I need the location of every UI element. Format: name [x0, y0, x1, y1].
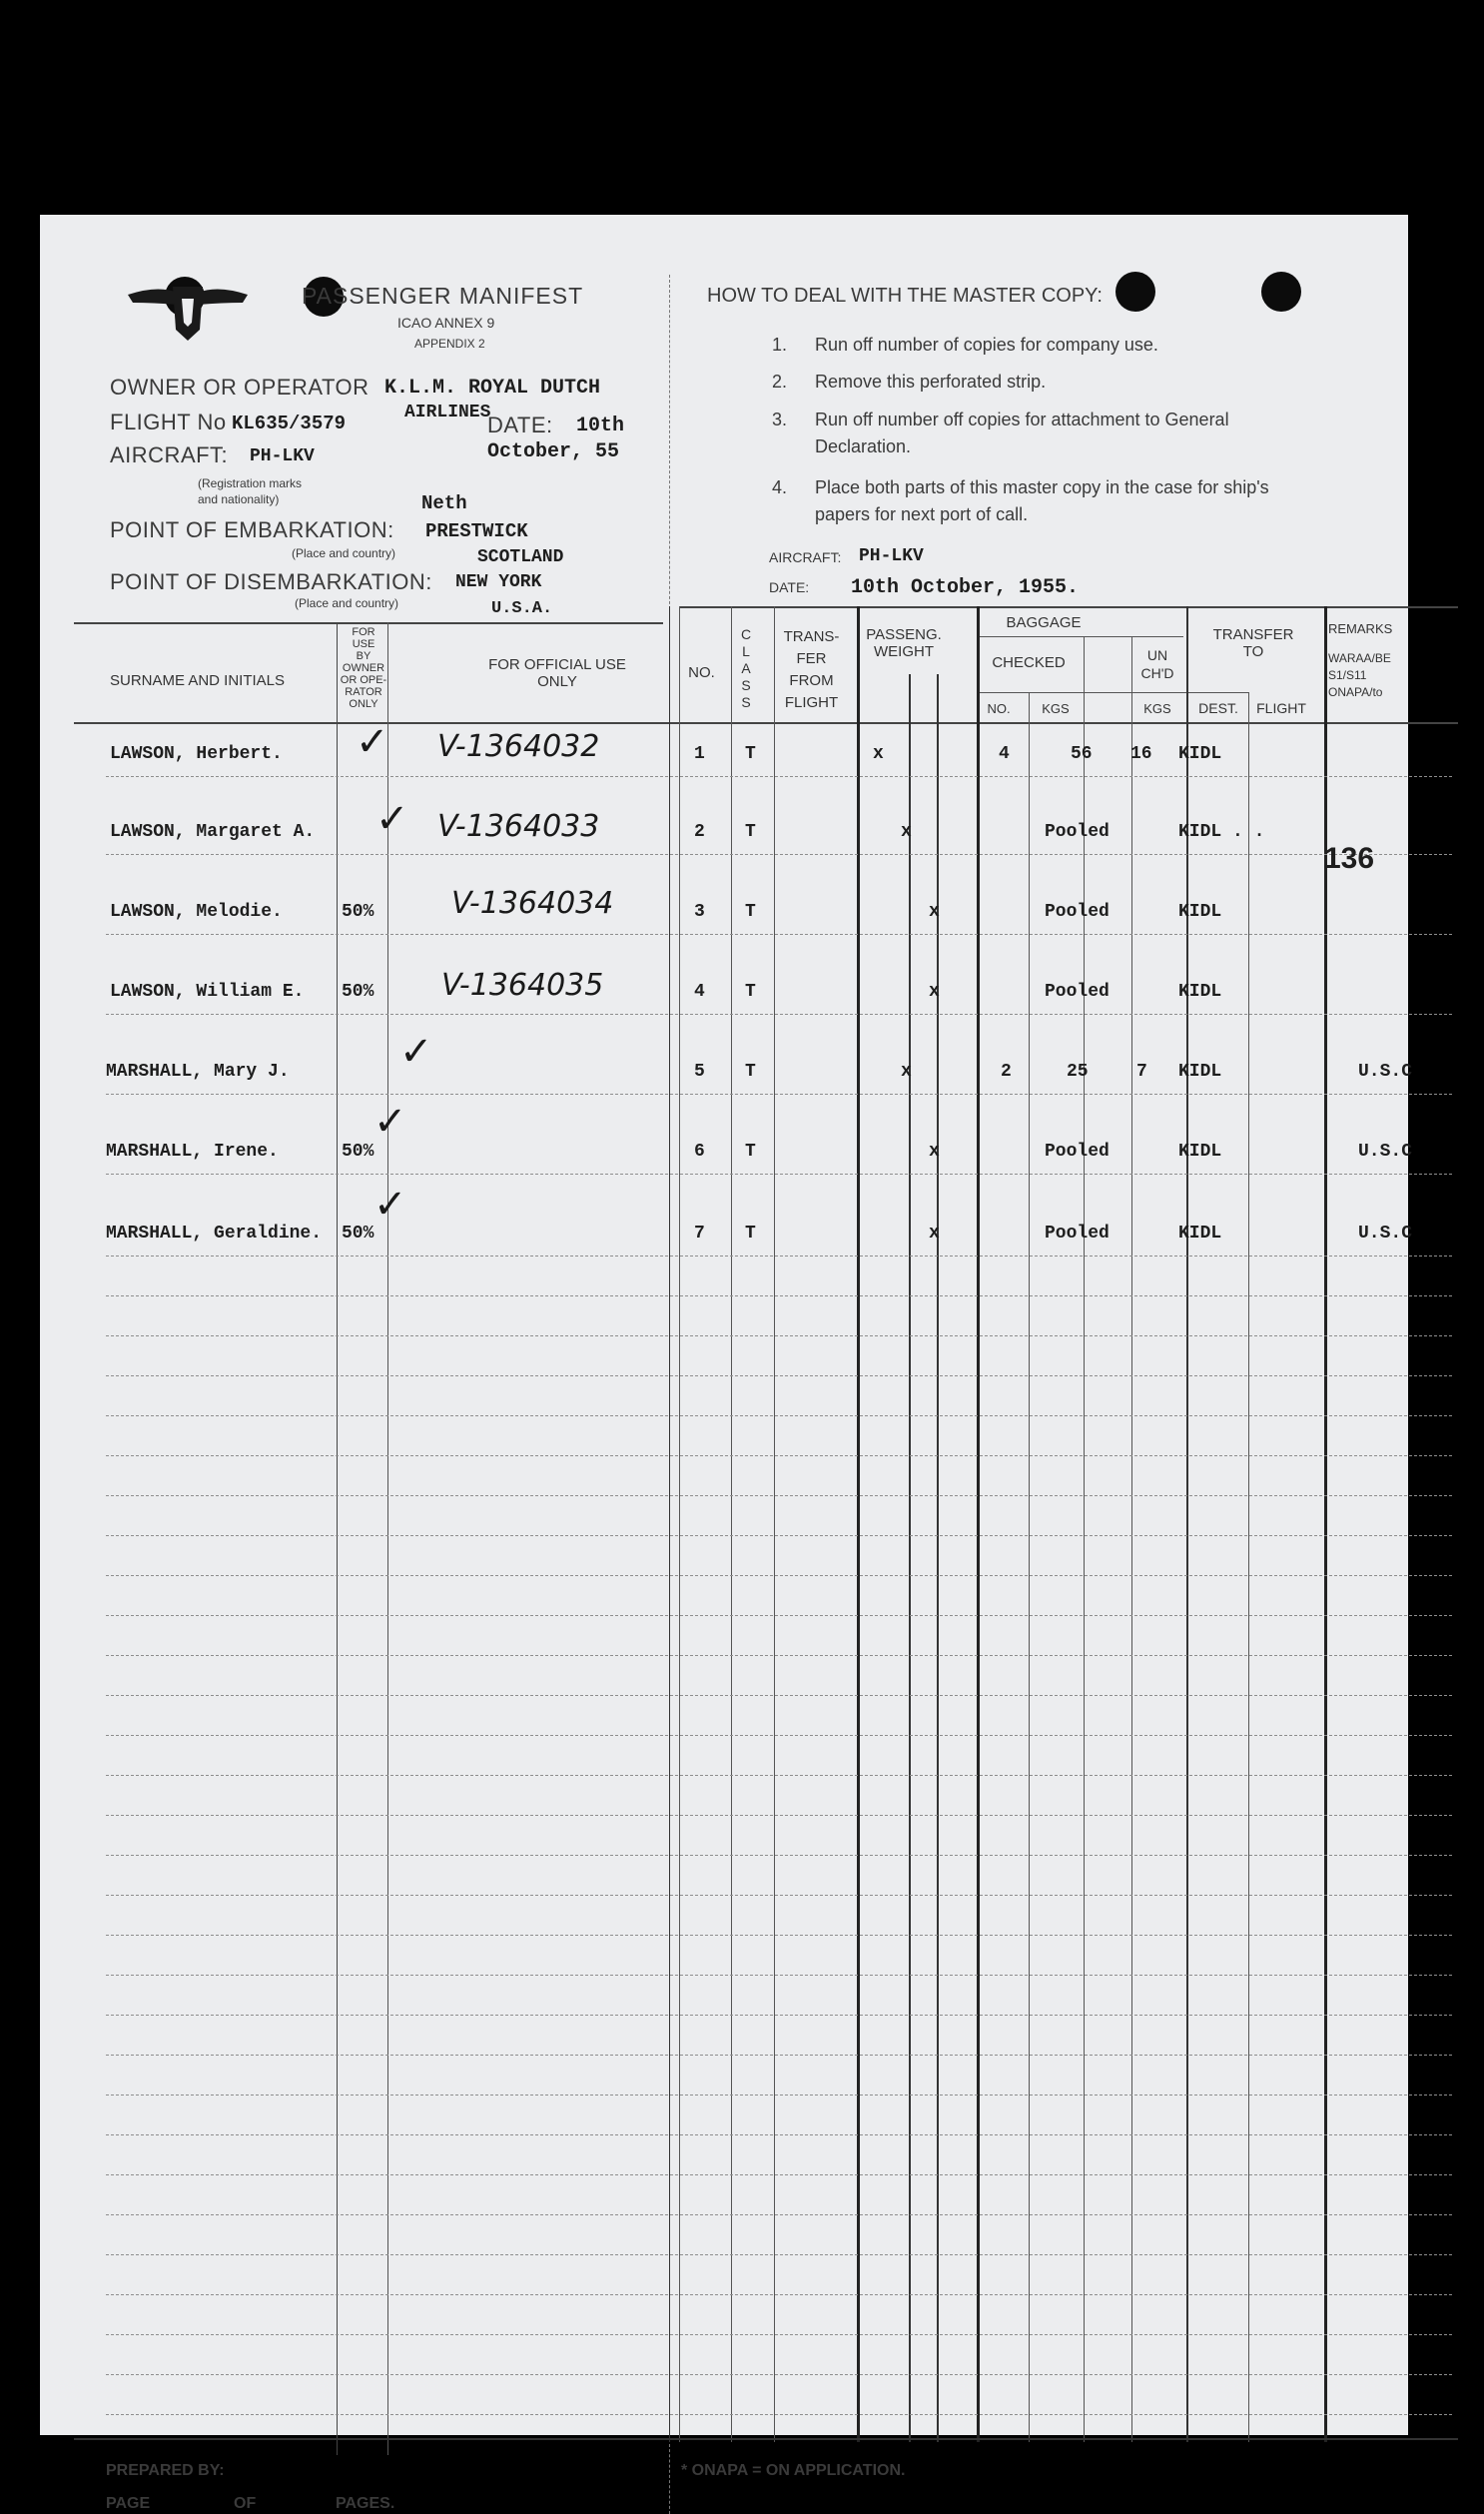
passenger-class: T [745, 1062, 756, 1082]
col-official-line: FOR OFFICIAL USE [488, 656, 626, 673]
row-separator [106, 2214, 1452, 2216]
col-checked-kgs: KGS [1042, 701, 1070, 716]
instruction-2-text: Remove this perforated strip. [815, 372, 1047, 392]
col-remarks-sub-line: S1/S11 [1328, 668, 1367, 682]
col-for-use-line: RATOR [345, 686, 382, 698]
embarkation-country: SCOTLAND [477, 547, 564, 567]
row-separator [106, 2374, 1452, 2376]
col-unchecked-kgs: KGS [1143, 701, 1171, 716]
col-for-use-line: FOR USE [352, 626, 375, 650]
passenger-name: LAWSON, Melodie. [110, 902, 283, 922]
bag-kgs: Pooled [1045, 902, 1110, 922]
instruction-3-text: Run off number off copies for attachment to General [815, 410, 1229, 429]
instruction-1-num: 1. [772, 335, 788, 355]
bag-count: 2 [1001, 1062, 1012, 1082]
col-passenger-weight [859, 626, 949, 660]
col-line-transfer [774, 606, 775, 2442]
col-transfer-to-line: TO [1242, 643, 1264, 660]
dest-code: KIDL . . [1178, 822, 1265, 842]
owner-label: OWNER OR OPERATOR [110, 375, 370, 400]
col-class-letter: S [741, 694, 751, 710]
col-dest: DEST. [1198, 700, 1238, 716]
col-no: NO. [688, 664, 715, 681]
embarkation-value: PRESTWICK [425, 520, 528, 542]
weight-mark: x [929, 982, 940, 1002]
col-for-use-line: BY [356, 650, 371, 662]
registration-note: (Registration marks [198, 476, 303, 490]
official-check-icon: ✓ [373, 1099, 407, 1145]
bag-kgs: 56 [1071, 744, 1093, 764]
row-separator [106, 1295, 1452, 1297]
col-transfer-from-line: FROM [789, 672, 834, 689]
weight-mark: x [901, 822, 912, 842]
of-label: OF [234, 2495, 257, 2512]
copy-date-value: 10th October, 1955. [851, 576, 1080, 599]
disembarkation-value: NEW YORK [455, 572, 542, 592]
col-transfer-from-line: FLIGHT [784, 694, 839, 711]
col-unchecked-line: UN [1146, 647, 1168, 663]
col-weight-line: WEIGHT [874, 643, 934, 660]
manifest-title: PASSENGER MANIFEST [302, 283, 584, 309]
row-separator [106, 1855, 1452, 1857]
dest-code: KIDL [1178, 1224, 1222, 1244]
flight-value: KL635/3579 [232, 413, 347, 434]
disembarkation-label: POINT OF DISEMBARKATION: [110, 569, 432, 594]
bag-count: 4 [999, 744, 1010, 764]
unchecked-kgs: 7 [1136, 1062, 1147, 1082]
unchecked-kgs: 16 [1130, 744, 1152, 764]
col-remarks: REMARKS [1328, 621, 1393, 636]
col-remarks-sub-line: ONAPA/to [1328, 685, 1383, 699]
table-bottom-rule [74, 2438, 1458, 2440]
row-separator [106, 2055, 1452, 2057]
col-class-letter: L [742, 643, 750, 659]
passenger-name: MARSHALL, Irene. [106, 1142, 279, 1162]
owner-mark: 50% [342, 1224, 374, 1244]
owner-check-icon: ✓ [375, 796, 409, 842]
owner-mark: 50% [342, 1142, 374, 1162]
passenger-no: 7 [694, 1224, 705, 1244]
disembarkation-country: U.S.A. [491, 599, 553, 618]
bag-kgs: 25 [1067, 1062, 1089, 1082]
footer-divider [669, 2444, 671, 2514]
row-separator [106, 2134, 1452, 2136]
weight-mark: x [929, 1224, 940, 1244]
row-separator [106, 1935, 1452, 1937]
bag-kgs: Pooled [1045, 822, 1110, 842]
col-line-weight-3 [937, 674, 939, 2442]
row-separator [106, 1615, 1452, 1617]
instruction-4-text-2: papers for next port of call. [815, 504, 1029, 524]
official-entry: V-1364033 [437, 809, 600, 844]
row-separator [106, 2414, 1452, 2416]
weight-mark: x [901, 1062, 912, 1082]
owner-mark: 50% [342, 902, 374, 922]
dest-code: KIDL [1178, 744, 1222, 764]
col-flight: FLIGHT [1256, 700, 1306, 716]
page-number: 136 [1324, 842, 1375, 875]
col-unchecked-line: CH'D [1140, 665, 1174, 681]
passenger-no: 2 [694, 822, 705, 842]
col-for-use [340, 626, 387, 710]
row-separator [106, 1335, 1452, 1337]
instruction-4-num: 4. [772, 477, 788, 497]
date-value-month: October, 55 [487, 440, 620, 463]
passenger-no: 1 [694, 744, 705, 764]
dest-code: KIDL [1178, 1142, 1222, 1162]
instructions-title: HOW TO DEAL WITH THE MASTER COPY: [707, 285, 1103, 307]
passenger-class: T [745, 1142, 756, 1162]
passenger-name: LAWSON, Herbert. [110, 744, 283, 764]
copy-aircraft-label: AIRCRAFT: [769, 549, 842, 565]
instruction-3-text-2: Declaration. [815, 436, 912, 456]
passenger-no: 4 [694, 982, 705, 1002]
owner-value-line2: AIRLINES [404, 403, 491, 422]
col-transfer-from-line: TRANS- [783, 628, 840, 645]
instruction-2-num: 2. [772, 372, 788, 392]
col-transfer-to [1188, 626, 1318, 660]
passenger-name: MARSHALL, Mary J. [106, 1062, 290, 1082]
col-line-no [679, 606, 680, 2442]
col-line-baggage [977, 606, 980, 2442]
passenger-no: 5 [694, 1062, 705, 1082]
row-separator [106, 1014, 1452, 1016]
row-separator [106, 776, 1452, 778]
weight-mark: x [929, 902, 940, 922]
registration-note-2: and nationality) [198, 492, 280, 506]
col-checked-no: NO. [987, 701, 1011, 716]
baggage-rule [979, 636, 1183, 637]
row-separator [106, 1895, 1452, 1897]
row-separator [106, 1575, 1452, 1577]
prepared-by-label: PREPARED BY: [106, 2462, 225, 2479]
appendix-label: APPENDIX 2 [414, 337, 485, 351]
official-entry: V-1364034 [451, 886, 614, 921]
header-rule-top [74, 622, 663, 624]
instruction-4-text: Place both parts of this master copy in the case for ship's [815, 477, 1269, 497]
bag-kgs: Pooled [1045, 982, 1110, 1002]
row-separator [106, 1455, 1452, 1457]
instruction-1-text: Run off number of copies for company use. [815, 335, 1158, 355]
passenger-class: T [745, 982, 756, 1002]
embarkation-label: POINT OF EMBARKATION: [110, 517, 394, 542]
row-separator [106, 2254, 1452, 2256]
col-class-letter: S [741, 677, 751, 693]
embarkation-note: (Place and country) [292, 546, 396, 560]
page-label: PAGE [106, 2495, 151, 2512]
col-line-name [337, 622, 338, 2455]
col-transfer-to-line: TRANSFER [1212, 626, 1294, 643]
col-class [731, 626, 761, 711]
col-surname: SURNAME AND INITIALS [110, 672, 286, 689]
col-checked: CHECKED [992, 654, 1066, 671]
row-separator [106, 1415, 1452, 1417]
col-line-owner [387, 622, 388, 2455]
passenger-name: MARSHALL, Geraldine. [106, 1224, 323, 1244]
copy-aircraft-value: PH-LKV [859, 546, 924, 566]
punch-hole-center-right [1115, 272, 1155, 312]
row-separator [106, 1256, 1452, 1257]
col-for-use-line: OWNER [342, 662, 385, 674]
official-entry: V-1364032 [437, 729, 600, 764]
owner-check-icon: ✓ [399, 1029, 433, 1075]
remarks-value: U.S.C [1358, 1062, 1413, 1082]
aircraft-value: PH-LKV [250, 446, 315, 466]
col-for-use-line: ONLY [349, 698, 378, 710]
passenger-class: T [745, 744, 756, 764]
col-remarks-sub [1328, 650, 1408, 701]
date-label: DATE: [487, 413, 553, 437]
owner-mark: 50% [342, 982, 374, 1002]
row-separator [106, 2015, 1452, 2017]
date-value-day: 10th [576, 415, 625, 437]
manifest-sheet [40, 215, 1413, 2512]
passenger-class: T [745, 902, 756, 922]
passenger-class: T [745, 822, 756, 842]
dest-code: KIDL [1178, 982, 1222, 1002]
row-separator [106, 1735, 1452, 1737]
row-separator [106, 1695, 1452, 1697]
row-separator [106, 2334, 1452, 2336]
passenger-no: 6 [694, 1142, 705, 1162]
pages-label: PAGES. [336, 2495, 395, 2512]
col-unchecked [1133, 646, 1181, 682]
owner-check-icon: ✓ [356, 719, 389, 765]
bag-kgs: Pooled [1045, 1224, 1110, 1244]
col-baggage: BAGGAGE [1006, 614, 1082, 631]
row-separator [106, 1535, 1452, 1537]
col-line-weight [857, 606, 860, 2442]
row-separator [106, 1174, 1452, 1176]
row-separator [106, 2294, 1452, 2296]
col-line-weight-2 [909, 674, 911, 2442]
nationality-value: Neth [421, 492, 467, 514]
header-divider [669, 275, 671, 629]
copy-date-label: DATE: [769, 579, 810, 595]
col-official-line: ONLY [537, 673, 577, 690]
col-line-unchd [1131, 636, 1132, 2442]
row-separator [106, 1775, 1452, 1777]
row-separator [106, 934, 1452, 936]
col-weight-line: PASSENG. [866, 626, 942, 643]
passenger-name: LAWSON, William E. [110, 982, 305, 1002]
col-line-remarks [1324, 606, 1327, 2442]
col-remarks-sub-line: WARAA/BE [1328, 651, 1391, 665]
remarks-value: U.S.C [1358, 1224, 1413, 1244]
flight-label: FLIGHT No [110, 410, 227, 434]
col-transfer-from [774, 626, 849, 714]
col-line-class [731, 606, 732, 2442]
row-separator [106, 2095, 1452, 2096]
airline-logo-icon [128, 275, 248, 345]
passenger-name: LAWSON, Margaret A. [110, 822, 316, 842]
row-separator [106, 1655, 1452, 1657]
row-separator [106, 854, 1452, 856]
row-separator [106, 1094, 1452, 1096]
row-separator [106, 1495, 1452, 1497]
dest-code: KIDL [1178, 1062, 1222, 1082]
row-separator [106, 1975, 1452, 1977]
col-official [457, 656, 657, 690]
weight-mark: x [873, 744, 884, 764]
col-class-letter: C [740, 626, 752, 642]
official-entry: V-1364035 [441, 968, 604, 1003]
icao-annex: ICAO ANNEX 9 [397, 315, 495, 331]
header-rule-bottom [74, 722, 1458, 724]
col-line-dest [1186, 606, 1188, 2442]
col-for-use-line: OR OPE- [340, 674, 387, 686]
aircraft-label: AIRCRAFT: [110, 442, 229, 467]
punch-hole-right [1261, 272, 1301, 312]
dest-code: KIDL [1178, 902, 1222, 922]
row-separator [106, 2174, 1452, 2176]
row-separator [106, 1375, 1452, 1377]
header-rule-top-right [679, 606, 1458, 608]
row-separator [106, 1815, 1452, 1817]
col-class-letter: A [741, 660, 751, 676]
col-line-flight [1248, 692, 1249, 2442]
instruction-3-num: 3. [772, 410, 788, 429]
col-line-official [669, 606, 670, 2442]
passenger-no: 3 [694, 902, 705, 922]
checked-rule [979, 692, 1248, 693]
weight-mark: x [929, 1142, 940, 1162]
onapa-note: * ONAPA = ON APPLICATION. [681, 2462, 906, 2479]
disembarkation-note: (Place and country) [295, 596, 399, 610]
remarks-value: U.S.C [1358, 1142, 1413, 1162]
owner-value: K.L.M. ROYAL DUTCH [384, 377, 601, 400]
col-transfer-from-line: FER [796, 650, 827, 667]
col-line-checked-no [1029, 692, 1030, 2442]
official-check-icon: ✓ [373, 1182, 407, 1228]
passenger-class: T [745, 1224, 756, 1244]
bag-kgs: Pooled [1045, 1142, 1110, 1162]
